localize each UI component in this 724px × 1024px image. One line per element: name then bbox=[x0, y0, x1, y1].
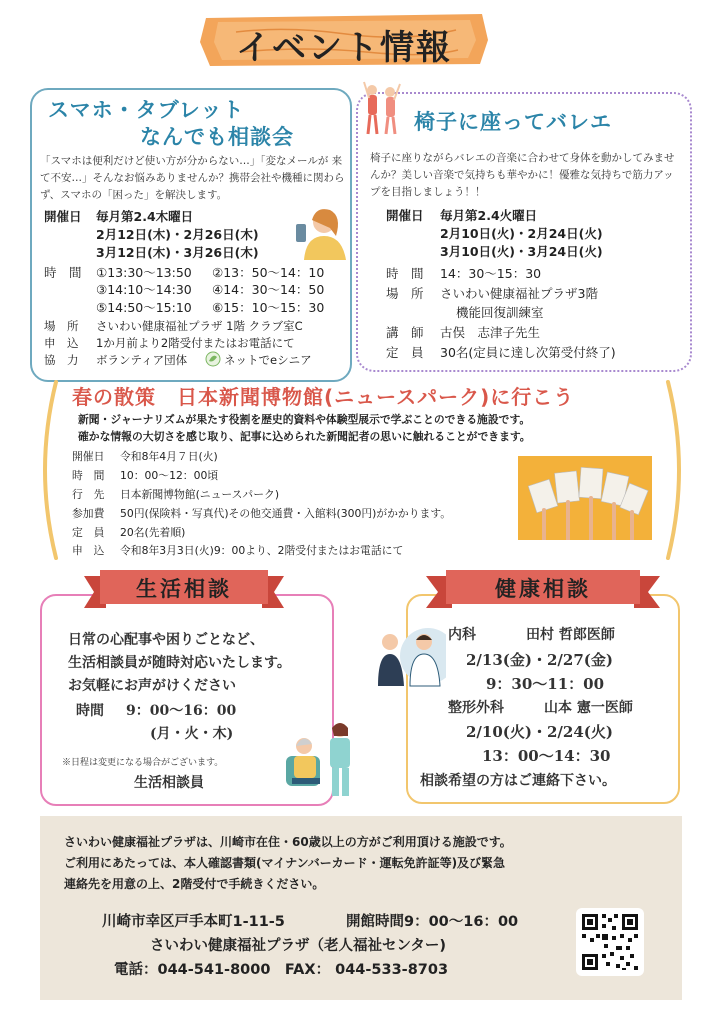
health-title: 健康相談 bbox=[495, 577, 591, 601]
smartphone-time-4: ④14：30～14：50 bbox=[212, 282, 325, 297]
spring-row-label: 参加費 bbox=[72, 507, 105, 520]
smartphone-date-label: 開催日 bbox=[44, 209, 82, 224]
life-time: 9：00～16：00 bbox=[126, 703, 237, 719]
health-dates1: 2/13(金)・2/27(金) bbox=[466, 651, 613, 669]
smartphone-coop-a: ボランティア団体 bbox=[96, 353, 188, 367]
spring-left-bracket bbox=[30, 378, 60, 566]
ballet-title: 椅子に座ってバレエ bbox=[414, 110, 612, 134]
ballet-place-line1: さいわい健康福祉プラザ3階 bbox=[440, 286, 598, 301]
health-doctor2: 山本 憲一医師 bbox=[544, 700, 633, 716]
life-days: (月・火・木) bbox=[150, 726, 234, 742]
spring-title: 春の散策 日本新聞博物館(ニュースパーク)に行こう bbox=[72, 385, 575, 409]
qr-code-icon[interactable] bbox=[576, 908, 644, 980]
smartphone-time-3: ③14:10～14:30 bbox=[96, 282, 192, 297]
doctor-patient-illustration bbox=[366, 628, 446, 692]
footer-line2: ご利用にあたっては、本人確認書類(マイナンバーカード・運転免許証等)及び緊急 bbox=[64, 856, 506, 870]
ballet-time: 14：30～15：30 bbox=[440, 266, 542, 281]
smartphone-place-label: 場 所 bbox=[44, 319, 79, 333]
smartphone-time-2: ②13：50～14：10 bbox=[212, 265, 325, 280]
spring-row-value: 10：00～12：00頃 bbox=[120, 469, 219, 482]
ballet-date-line1: 毎月第2.4火曜日 bbox=[440, 208, 538, 223]
ballet-description: 椅子に座りながらバレエの音楽に合わせて身体を動かしてみませんか？美しい音楽で気持ちも華やかに！優雅な気持ちで筋力アップを目指しましょう！！ bbox=[370, 152, 675, 198]
newspaper-photo bbox=[518, 456, 652, 544]
life-time-label: 時間 bbox=[76, 703, 104, 719]
ballet-date-label: 開催日 bbox=[386, 208, 424, 223]
ballet-time-label: 時 間 bbox=[386, 266, 424, 281]
spring-row-value: 令和8年3月3日(火)9：00より、2階受付またはお電話にて bbox=[120, 544, 404, 557]
spring-desc-line1: 新聞・ジャーナリズムが果たす役割を歴史的資料や体験型展示で学ぶことのできる施設です。 bbox=[78, 413, 531, 426]
page-title: イベント情報 bbox=[236, 28, 452, 68]
smartphone-date-line1: 毎月第2.4木曜日 bbox=[96, 209, 194, 224]
smartphone-date-line2: 2月12日(木)・2月26日(木) bbox=[96, 227, 259, 242]
health-note: 相談希望の方はご連絡下さい。 bbox=[420, 773, 616, 789]
spring-row-label: 申 込 bbox=[72, 544, 105, 557]
spring-row-value: 日本新聞博物館(ニュースパーク) bbox=[120, 488, 280, 501]
footer-hours: 開館時間9：00～16：00 bbox=[346, 914, 519, 930]
life-line3: お気軽にお声がけください bbox=[68, 678, 236, 694]
smartphone-time-5: ⑤14:50～15:10 bbox=[96, 300, 192, 315]
ballet-instructor: 古俣 志津子先生 bbox=[440, 325, 541, 340]
smartphone-title-line2: なんでも相談会 bbox=[140, 125, 294, 149]
life-staff: 生活相談員 bbox=[134, 775, 204, 791]
ballet-date-line3: 3月10日(火)・3月24日(火) bbox=[440, 244, 603, 259]
title-banner bbox=[196, 12, 492, 68]
footer-line3: 連絡先を用意の上、2階受付で手続きください。 bbox=[64, 877, 325, 891]
ballet-instructor-label: 講 師 bbox=[386, 325, 424, 340]
footer-address: 川崎市幸区戸手本町1-11-5 bbox=[102, 914, 285, 930]
spring-row-value: 50円(保険料・写真代)その他交通費・入館料(300円)がかかります。 bbox=[120, 507, 452, 520]
health-doctor1: 田村 哲郎医師 bbox=[526, 627, 615, 643]
leaf-logo-icon bbox=[205, 351, 221, 371]
ballet-capacity: 30名(定員に達し次第受付終了) bbox=[440, 345, 616, 360]
life-line1: 日常の心配事や困りごとなど、 bbox=[68, 632, 264, 648]
health-dates2: 2/10(火)・2/24(火) bbox=[466, 723, 613, 741]
ballet-date-line2: 2月10日(火)・2月24日(火) bbox=[440, 226, 603, 241]
ballet-capacity-label: 定 員 bbox=[386, 345, 424, 360]
smartphone-date-line3: 3月12日(木)・3月26日(木) bbox=[96, 245, 259, 260]
woman-phone-illustration bbox=[290, 206, 348, 264]
smartphone-time-label: 時 間 bbox=[44, 265, 82, 280]
footer-phone: 電話：044-541-8000 FAX： 044-533-8703 bbox=[114, 962, 449, 978]
smartphone-coop-b: ネットでeシニア bbox=[224, 353, 312, 367]
health-dept2: 整形外科 bbox=[448, 700, 504, 716]
life-title: 生活相談 bbox=[136, 577, 232, 601]
life-line2: 生活相談員が随時対応いたします。 bbox=[68, 655, 291, 671]
ballet-place-label: 場 所 bbox=[386, 286, 424, 301]
health-time1: 9：30～11：00 bbox=[486, 675, 605, 693]
spring-row-label: 開催日 bbox=[72, 450, 105, 463]
life-note: ※日程は変更になる場合がございます。 bbox=[62, 758, 224, 768]
smartphone-place: さいわい健康福祉プラザ 1階 クラブ室C bbox=[96, 319, 303, 333]
smartphone-description: 「スマホは便利だけど使い方が分からない…」「変なメールが 来て不安…」そんなお悩みありませんか？携帯会社や機種に関わらず、スマホの「困った」を解決します。 bbox=[40, 155, 345, 201]
smartphone-apply-label: 申 込 bbox=[44, 336, 79, 350]
ballet-place-line2: 機能回復訓練室 bbox=[456, 305, 544, 320]
health-time2: 13：00～14：30 bbox=[482, 747, 611, 765]
health-dept1: 内科 bbox=[448, 627, 476, 643]
footer-facility-name: さいわい健康福祉プラザ（老人福祉センター) bbox=[150, 938, 447, 954]
smartphone-apply: 1か月前より2階受付またはお電話にて bbox=[96, 336, 295, 350]
spring-row-label: 時 間 bbox=[72, 469, 105, 482]
smartphone-coop-label: 協 力 bbox=[44, 353, 79, 367]
smartphone-title-line1: スマホ・タブレット bbox=[48, 98, 245, 122]
spring-row-label: 行 先 bbox=[72, 488, 105, 501]
spring-row-label: 定 員 bbox=[72, 526, 105, 539]
stretching-people-illustration bbox=[358, 80, 404, 142]
spring-row-value: 20名(先着順) bbox=[120, 526, 186, 539]
spring-row-value: 令和8年4月７日(火) bbox=[120, 450, 218, 463]
spring-desc-line2: 確かな情報の大切さを感じ取り、記事に込められた新聞記者の思いに触れることができます。 bbox=[78, 430, 531, 443]
footer-line1: さいわい健康福祉プラザは、川崎市在住・60歳以上の方がご利用頂ける施設です。 bbox=[64, 835, 512, 849]
spring-right-bracket bbox=[664, 378, 694, 566]
smartphone-time-1: ①13:30～13:50 bbox=[96, 265, 192, 280]
consultation-illustration bbox=[282, 716, 362, 808]
smartphone-time-6: ⑥15：10～15：30 bbox=[212, 300, 325, 315]
